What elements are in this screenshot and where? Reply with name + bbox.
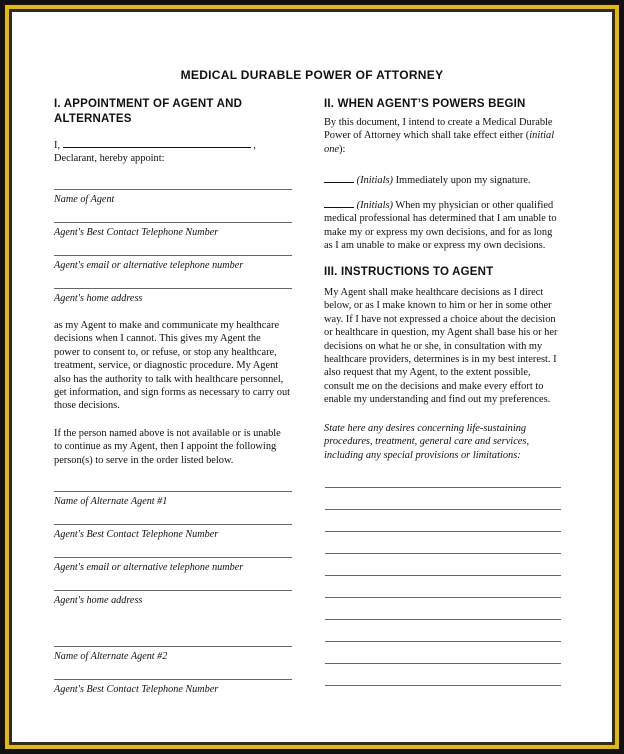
alternate2-phone-line[interactable] xyxy=(54,679,292,680)
option2-initials-label: (Initials) xyxy=(356,200,393,211)
alternate1-phone-line[interactable] xyxy=(54,524,292,525)
declarant-suffix: , xyxy=(253,140,256,151)
alternate-line: person(s) to serve in the order listed below. xyxy=(54,454,234,466)
desires-writing-line[interactable] xyxy=(325,531,561,532)
desires-writing-line[interactable] xyxy=(325,685,561,686)
alternate1-name-label: Name of Alternate Agent #1 xyxy=(54,496,168,507)
alternate1-address-line[interactable] xyxy=(54,590,292,591)
agent-name-label: Name of Agent xyxy=(54,194,115,205)
section2-initial-word: initial xyxy=(529,130,555,142)
alternate-line: to continue as my Agent, then I appoint the following xyxy=(54,441,277,453)
section3-line: also request that my Agent, to the extent possible, xyxy=(324,367,531,379)
agent-email-label: Agent's email or alternative telephone number xyxy=(54,260,244,271)
section2-one-word: one xyxy=(324,143,340,155)
desires-writing-line[interactable] xyxy=(325,487,561,488)
section2-intro-line1: By this document, I intend to create a Medical Durable xyxy=(324,117,553,128)
desires-line: procedures, treatment, general care and services, xyxy=(324,436,530,448)
alternate1-name-line[interactable] xyxy=(54,491,292,492)
desires-writing-line[interactable] xyxy=(325,575,561,576)
alternate2-name-label: Name of Alternate Agent #2 xyxy=(54,651,168,662)
option1-initials-label: (Initials) xyxy=(356,175,393,186)
agent-email-line[interactable] xyxy=(54,255,292,256)
desires-prompt xyxy=(324,422,564,462)
agent-phone-line[interactable] xyxy=(54,222,292,223)
option2-line: make my or express my own decisions, and for as long xyxy=(324,226,553,238)
option2-line: medical professional has determined that I am unable to xyxy=(324,213,557,225)
desires-writing-line[interactable] xyxy=(325,553,561,554)
agent-phone-label: Agent's Best Contact Telephone Number xyxy=(54,227,219,238)
option2-line: as I am unable to make or express my own decisions. xyxy=(324,240,546,252)
declarant-block xyxy=(54,138,294,166)
alternate1-email-label: Agent's email or alternative telephone number xyxy=(54,562,244,573)
section3-line: way. If I have not expressed a choice about the decision xyxy=(324,313,556,325)
option-incapacity xyxy=(324,198,564,253)
alternate1-phone-label: Agent's Best Contact Telephone Number xyxy=(54,529,219,540)
section2-heading: II. WHEN AGENT’S POWERS BEGIN xyxy=(324,98,526,110)
agent-address-label: Agent's home address xyxy=(54,293,143,304)
declarant-name-blank[interactable] xyxy=(63,138,251,148)
authority-line: decisions when I cannot. This gives my Agent the xyxy=(54,333,261,345)
option-immediate xyxy=(324,173,564,187)
declarant-line2: Declarant, hereby appoint: xyxy=(54,153,165,165)
section2-intro-close: ): xyxy=(339,143,346,155)
alternate1-address-label: Agent's home address xyxy=(54,595,143,606)
section3-line: or healthcare in question, my Agent shall base his or her xyxy=(324,327,558,339)
alternate2-phone-label: Agent's Best Contact Telephone Number xyxy=(54,684,219,695)
section3-line: consult me on the decisions and make every effort to xyxy=(324,380,544,392)
document-title: MEDICAL DURABLE POWER OF ATTORNEY xyxy=(180,68,444,82)
desires-writing-line[interactable] xyxy=(325,619,561,620)
agent-address-line[interactable] xyxy=(54,288,292,289)
section3-line: decisions on what he or she, in consultation with my xyxy=(324,340,543,352)
section2-intro xyxy=(324,116,564,156)
desires-line: State here any desires concerning life-sustaining xyxy=(324,423,527,434)
authority-paragraph xyxy=(54,319,294,413)
alternate1-email-line[interactable] xyxy=(54,557,292,558)
section1-heading xyxy=(54,97,294,127)
authority-line: also has the authority to talk with healthcare personnel, xyxy=(54,373,284,385)
section3-line: My Agent shall make healthcare decisions as I direct xyxy=(324,287,544,298)
section3-line: below, or as I make known to him or her in some other xyxy=(324,300,552,312)
option2-line1: When my physician or other qualified xyxy=(392,200,554,211)
section3-heading: III. INSTRUCTIONS TO AGENT xyxy=(324,266,494,278)
authority-line: those decisions. xyxy=(54,400,120,412)
desires-line: including any special provisions or limitations: xyxy=(324,449,521,461)
declarant-prefix: I, xyxy=(54,140,61,151)
alternate-paragraph xyxy=(54,427,294,467)
section1-heading-line2: ALTERNATES xyxy=(54,113,132,125)
section2-intro-line2: Power of Attorney which shall take effect either ( xyxy=(324,130,530,142)
agent-name-line[interactable] xyxy=(54,189,292,190)
desires-writing-line[interactable] xyxy=(325,641,561,642)
section1-heading-line1: I. APPOINTMENT OF AGENT AND xyxy=(54,98,243,110)
section3-paragraph xyxy=(324,286,564,407)
desires-writing-line[interactable] xyxy=(325,597,561,598)
document-page xyxy=(12,12,612,742)
desires-writing-line[interactable] xyxy=(325,663,561,664)
alternate2-name-line[interactable] xyxy=(54,646,292,647)
authority-line: as my Agent to make and communicate my healthcare xyxy=(54,320,280,331)
alternate-line: If the person named above is not available or is unable xyxy=(54,428,281,439)
authority-line: power to consent to, or refuse, or stop any healthcare, xyxy=(54,346,277,358)
section3-line: enable my understanding and find out my preferences. xyxy=(324,394,551,406)
option2-initials-blank[interactable] xyxy=(324,198,354,208)
option1-initials-blank[interactable] xyxy=(324,173,354,183)
desires-writing-line[interactable] xyxy=(325,509,561,510)
authority-line: treatment, service, or diagnostic procedure. My Agent xyxy=(54,360,279,372)
authority-line: get information, and sign forms as necessary to carry out xyxy=(54,387,291,399)
option1-text: Immediately upon my signature. xyxy=(392,175,531,186)
section3-line: healthcare providers, determines is in my best interest. I xyxy=(324,354,557,366)
